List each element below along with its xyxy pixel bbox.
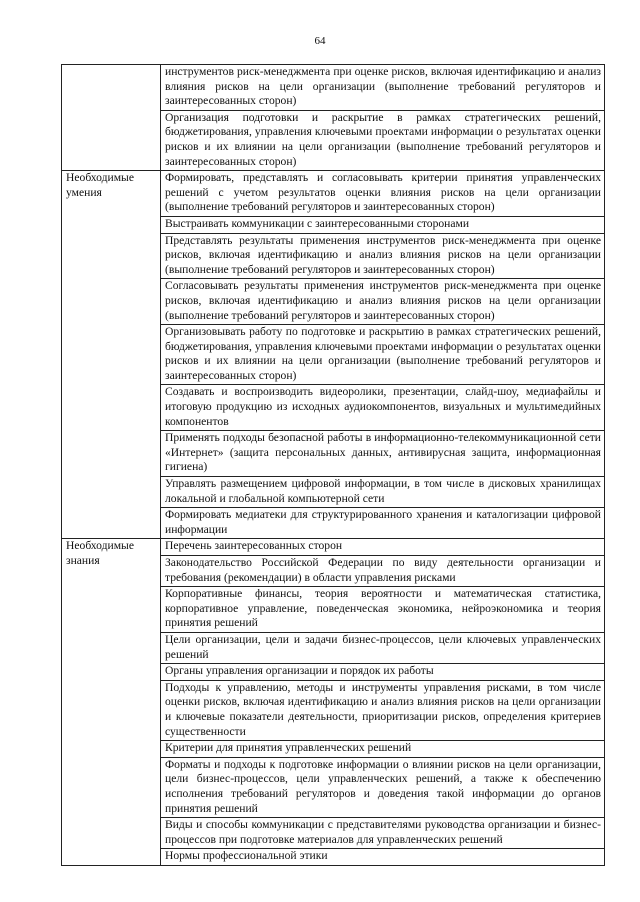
section-label: Необходимые умения xyxy=(62,171,161,539)
requirement-item: Подходы к управлению, методы и инструменты управления рисками, в том числе оценки рисков, включая идентификацию и анализ влияния рисков на цели организации и ключевые показатели деятельности, приоритизации рисков, определения критериев существенности xyxy=(161,680,605,740)
requirement-item: Цели организации, цели и задачи бизнес-процессов, цели ключевых управленческих решений xyxy=(161,632,605,663)
page-number: 64 xyxy=(314,35,326,47)
requirement-item: Законодательство Российской Федерации по виду деятельности организации и требования (рекомендации) в области управления рисками xyxy=(161,556,605,587)
requirement-item: Формировать, представлять и согласовывать критерии принятия управленческих решений с учетом результатов оценки влияния рисков на цели организации (выполнение требований регуляторов и заинтересованных сторон) xyxy=(161,171,605,217)
requirement-item: Перечень заинтересованных сторон xyxy=(161,539,605,556)
section-label: Необходимые знания xyxy=(62,539,161,865)
requirement-item: Органы управления организации и порядок их работы xyxy=(161,664,605,681)
requirement-item: Формировать медиатеки для структурированного хранения и каталогизации цифровой информации xyxy=(161,508,605,539)
requirement-item: Представлять результаты применения инструментов риск-менеджмента при оценке рисков, включая идентификацию и анализ влияния рисков на цели организации (выполнение требований регуляторов и заинтересованных сторон) xyxy=(161,233,605,279)
table-row xyxy=(62,539,605,556)
table-row xyxy=(62,65,605,111)
requirement-item: Корпоративные финансы, теория вероятности и математическая статистика, корпоративное управление, поведенческая экономика, нейроэкономика и теория принятия решений xyxy=(161,587,605,633)
competency-table xyxy=(61,64,605,866)
requirement-item: Создавать и воспроизводить видеоролики, презентации, слайд-шоу, медиафайлы и итоговую продукцию из исходных аудиокомпонентов, визуальных и мультимедийных компонентов xyxy=(161,385,605,431)
requirement-item: Нормы профессиональной этики xyxy=(161,849,605,866)
table-row xyxy=(62,171,605,217)
competency-table-body xyxy=(62,65,605,866)
requirement-item: Критерии для принятия управленческих решений xyxy=(161,741,605,758)
requirement-item: Организовывать работу по подготовке и раскрытию в рамках стратегических решений, бюджетирования, управления ключевыми проектами информации о результатах оценки рисков и их влиянии на цели организации (выполнение требований регуляторов и заинтересованных сторон) xyxy=(161,325,605,385)
requirement-item: Организация подготовки и раскрытие в рамках стратегических решений, бюджетирования, управления ключевыми проектами информации о результатах оценки рисков и их влиянии на цели организации (выполнение требований регуляторов и заинтересованных сторон) xyxy=(161,110,605,170)
requirement-item: Управлять размещением цифровой информации, в том числе в дисковых хранилищах локальной и глобальной компьютерной сети xyxy=(161,477,605,508)
requirement-item: инструментов риск-менеджмента при оценке рисков, включая идентификацию и анализ влияния рисков на цели организации (выполнение требований регуляторов и заинтересованных сторон) xyxy=(161,65,605,111)
requirement-item: Форматы и подходы к подготовке информации о влиянии рисков на цели организации, цели бизнес-процессов, цели управленческих решений, а также к обеспечению исполнения требований регуляторов и доведения такой информации до органов принятия решений xyxy=(161,757,605,817)
requirement-item: Виды и способы коммуникации с представителями руководства организации и бизнес-процессов при подготовке материалов для управленческих решений xyxy=(161,818,605,849)
section-label xyxy=(62,65,161,171)
requirement-item: Согласовывать результаты применения инструментов риск-менеджмента при оценке рисков, включая идентификацию и анализ влияния рисков на цели организации (выполнение требований регуляторов и заинтересованных сторон) xyxy=(161,279,605,325)
requirement-item: Выстраивать коммуникации с заинтересованными сторонами xyxy=(161,216,605,233)
requirement-item: Применять подходы безопасной работы в информационно-телекоммуникационной сети «Интернет» (защита персональных данных, антивирусная защита, информационная гигиена) xyxy=(161,431,605,477)
